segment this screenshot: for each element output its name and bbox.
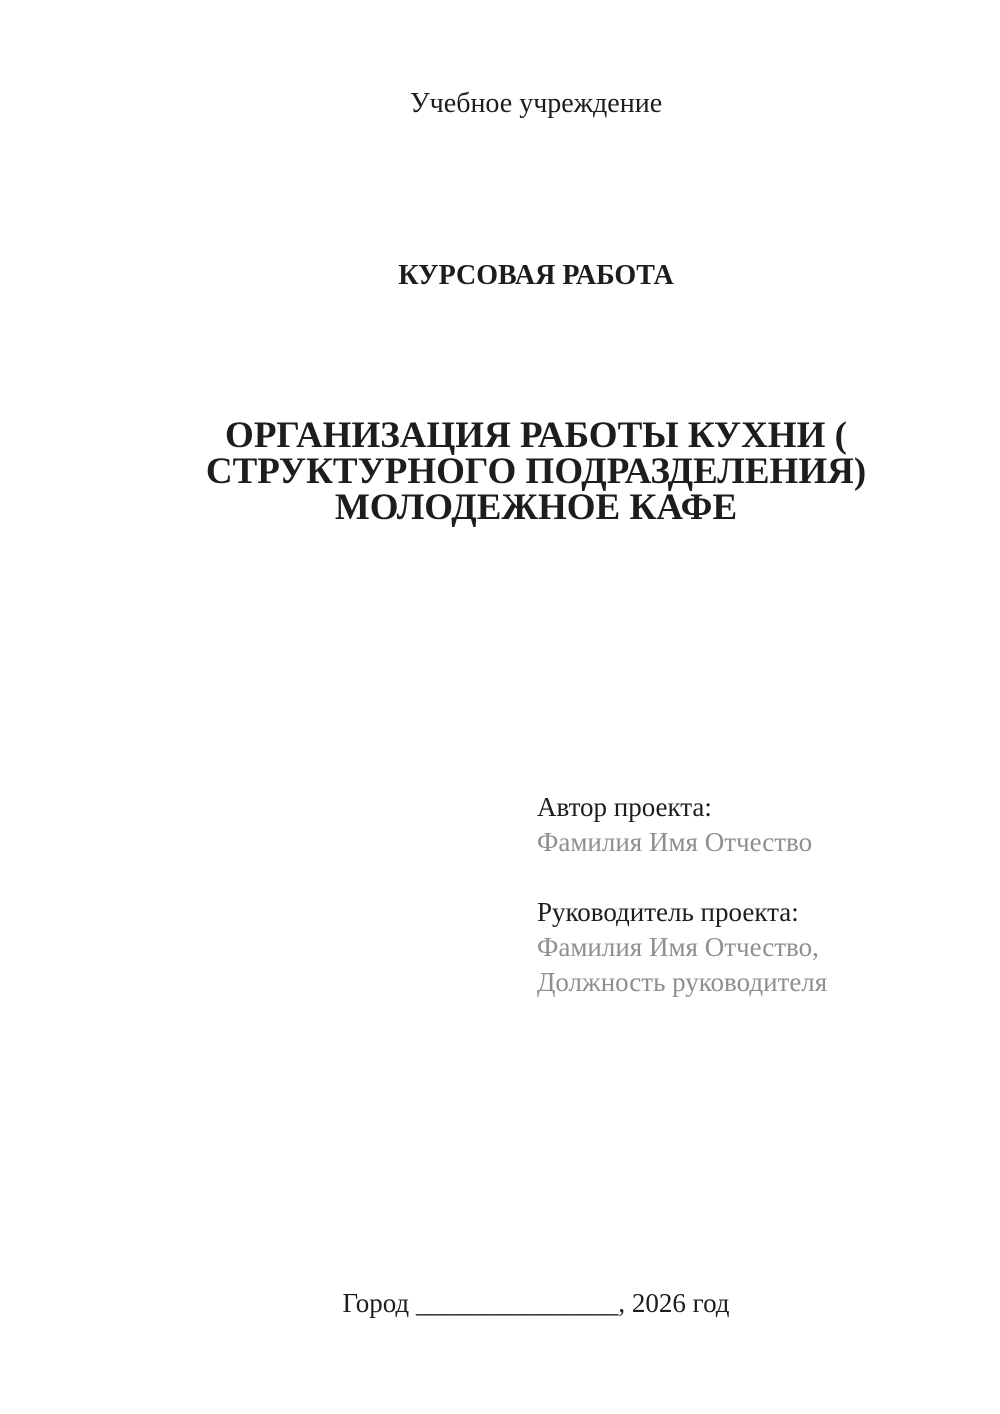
city-year-line: Город _______________, 2026 год xyxy=(342,1288,730,1318)
supervisor-position-placeholder: Должность руководителя xyxy=(537,967,828,997)
document-title-line-1: ОРГАНИЗАЦИЯ РАБОТЫ КУХНИ ( xyxy=(225,415,847,456)
institution-line: Учебное учреждение xyxy=(409,88,663,119)
credits-block xyxy=(537,790,827,1000)
document-title-line-3: МОЛОДЕЖНОЕ КАФЕ xyxy=(334,487,738,528)
author-name-placeholder: Фамилия Имя Отчество xyxy=(537,827,813,857)
work-type-heading: КУРСОВАЯ РАБОТА xyxy=(398,260,674,291)
author-label: Автор проекта: xyxy=(537,792,712,822)
supervisor-label: Руководитель проекта: xyxy=(537,897,799,927)
document-title xyxy=(143,415,929,528)
supervisor-name-placeholder: Фамилия Имя Отчество, xyxy=(537,932,819,962)
document-title-line-2: СТРУКТУРНОГО ПОДРАЗДЕЛЕНИЯ) xyxy=(205,451,867,492)
